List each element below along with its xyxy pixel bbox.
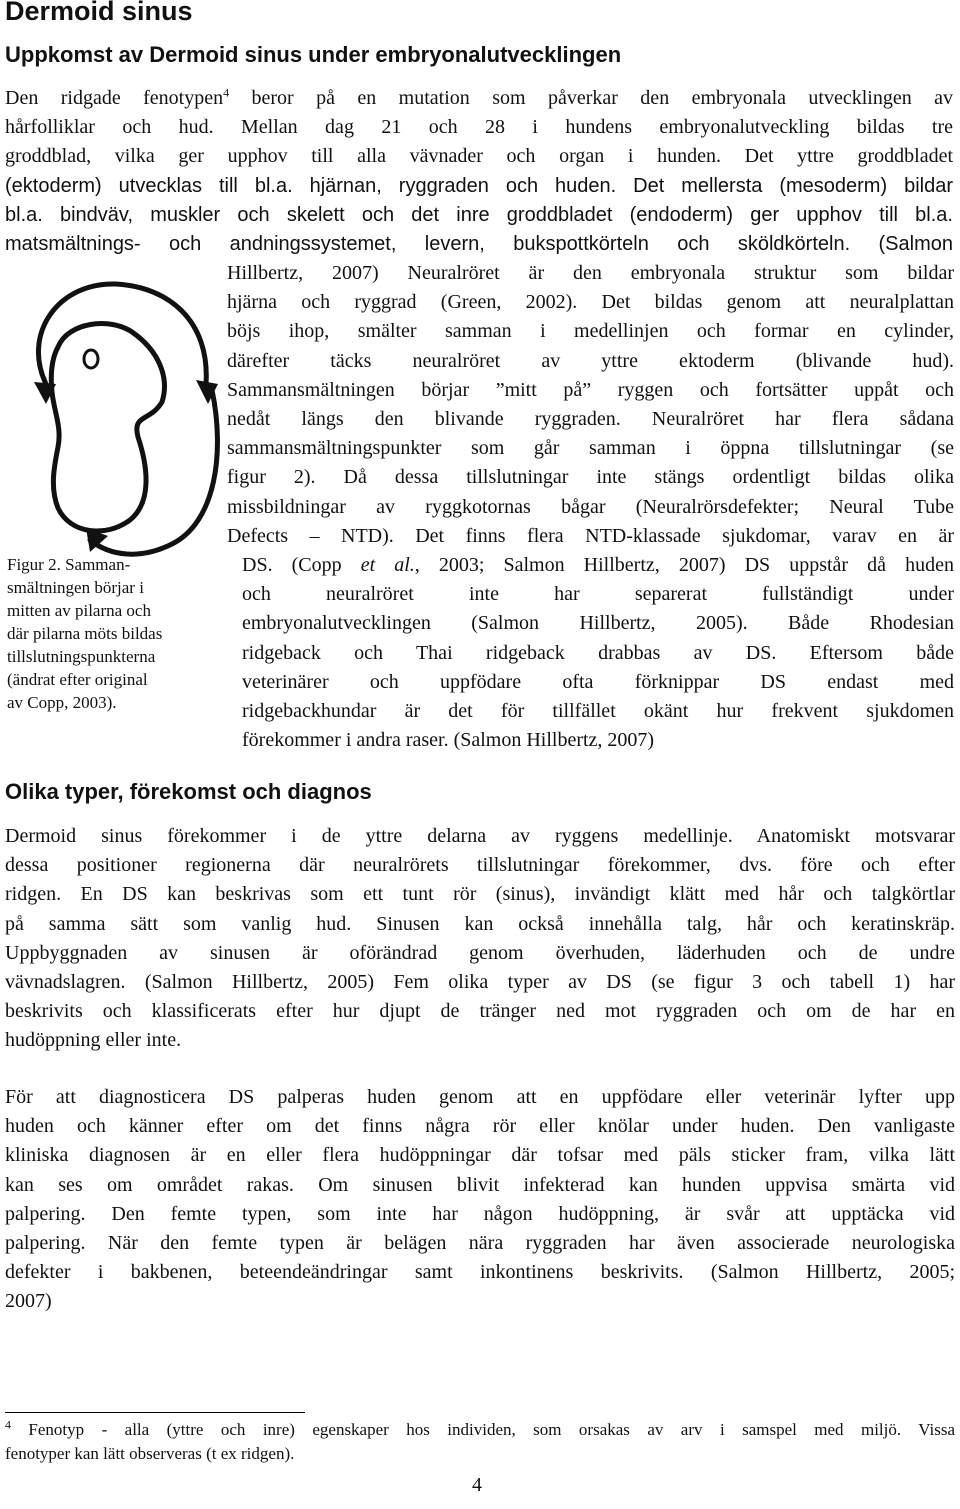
para-line: beskrivits och klassificerats efter hur djupt de tränger ned mot ryggraden och om de har en — [5, 1000, 955, 1023]
side-line: figur 2). Då dessa tillslutningar inte stängs ordentligt bildas olika — [227, 466, 954, 489]
side-line: böjs ihop, smälter samman i medellinjen och formar en cylinder, — [227, 320, 954, 343]
figure-caption — [7, 553, 222, 714]
side-text — [227, 259, 954, 551]
para-line-last: hudöppning eller inte. — [5, 1029, 182, 1052]
intro-line: matsmältnings- och andningssystemet, levern, bukspottkörteln och sköldkörteln. (Salmon — [5, 233, 953, 256]
caption-line: mitten av pilarna och — [7, 601, 151, 620]
side-line: ridgebackhundar är det för tillfället okänt hur frekvent sjukdomen — [242, 700, 954, 723]
footnote-line: fenotyper kan lätt observeras (t ex ridgen). — [5, 1444, 295, 1463]
footnote — [5, 1418, 955, 1466]
para-line: ridgen. En DS kan beskrivas som ett tunt rör (sinus), invändigt klätt med hår och talgkörtlar — [5, 883, 955, 906]
caption-line: av Copp, 2003). — [7, 693, 117, 712]
caption-line: där pilarna möts bildas — [7, 624, 163, 643]
side-line: och neuralröret inte har separerat fullständigt under — [242, 583, 954, 606]
para-line: För att diagnosticera DS palperas huden genom att en uppfödare eller veterinär lyfter upp — [5, 1086, 955, 1108]
para-line: huden och känner efter om det finns några rör eller knölar under huden. Den vanligaste — [5, 1115, 955, 1138]
para-line: palpering. Den femte typen, som inte har någon hudöppning, är svår att upptäcka vid — [5, 1202, 955, 1225]
section-heading-types: Olika typer, förekomst och diagnos — [5, 779, 372, 804]
para-line: vävnadslagren. (Salmon Hillbertz, 2005) Fem olika typer av DS (se figur 3 och tabell 1) har — [5, 971, 955, 994]
intro-line: (ektoderm) utvecklas till bl.a. hjärnan, ryggraden och huden. Det mellersta (mesoderm) bildar — [5, 174, 953, 197]
side-line: Hillbertz, 2007) Neuralröret är den embryonala struktur som bildar — [227, 262, 954, 284]
side-line: nedåt längs den blivande ryggraden. Neuralröret har flera sådana — [227, 408, 954, 431]
caption-line: (ändrat efter original — [7, 670, 148, 689]
types-paragraph — [5, 822, 955, 1056]
para-line: dessa positioner regionerna där neuralrörets tillslutningar förekommer, dvs. före och efter — [5, 854, 955, 877]
intro-line: hårfolliklar och hud. Mellan dag 21 och 28 i hundens embryonalutveckling bildas tre — [5, 116, 953, 139]
embryo-figure — [20, 262, 230, 562]
footnote-ref: 4 — [223, 85, 230, 100]
document-title: Dermoid sinus — [5, 0, 193, 26]
footnote-mark: 4 — [5, 1417, 11, 1432]
intro-line: groddblad, vilka ger upphov till alla vävnader och organ i hunden. Det yttre groddbladet — [5, 145, 953, 168]
para-line: defekter i bakbenen, beteendeändringar samt inkontinens beskrivits. (Salmon Hillbertz, 2005; — [5, 1261, 955, 1284]
side-line: embryonalutvecklingen (Salmon Hillbertz, 2005). Både Rhodesian — [242, 612, 954, 635]
caption-line: smältningen börjar i — [7, 578, 144, 597]
side-line-citation: DS. (Copp et al., 2003; Salmon Hillbertz, 2007) DS uppstår då huden — [242, 554, 954, 576]
page-number: 4 — [472, 1474, 482, 1496]
side-line: sammansmältningspunkter som går samman i öppna tillslutningar (se — [227, 437, 954, 460]
para-line: Uppbyggnaden av sinusen är oförändrad genom överhuden, läderhuden och de undre — [5, 941, 955, 964]
intro-line: bl.a. bindväv, muskler och skelett och det inre groddbladet (endoderm) ger upphov till bl.a. — [5, 203, 953, 226]
side-line: missbildningar av ryggkotornas bågar (Neuralrörsdefekter; Neural Tube — [227, 495, 954, 518]
intro-line: Den ridgade fenotypen$^4$ beror på en mutation som påverkar den embryonala utvecklingen av — [5, 85, 953, 109]
side-line: hjärna och ryggrad (Green, 2002). Det bildas genom att neuralplattan — [227, 291, 954, 314]
side-line: Sammansmältningen börjar ”mitt på” ryggen och fortsätter uppåt och — [227, 378, 954, 401]
para-line: kliniska diagnosen är en eller flera hudöppningar där tofsar med päls sticker fram, vilka lätt — [5, 1144, 955, 1167]
side-text-lower — [242, 551, 954, 755]
caption-line: tillslutningspunkterna — [7, 647, 156, 666]
intro-paragraph — [5, 84, 953, 259]
para-line: kan ses om området rakas. Om sinusen blivit infekterad kan hunden uppvisa smärta vid — [5, 1173, 955, 1196]
section-heading-origin: Uppkomst av Dermoid sinus under embryonalutvecklingen — [5, 42, 622, 67]
side-line-last: förekommer i andra raser. (Salmon Hillbertz, 2007) — [242, 729, 655, 752]
side-line: ridgeback och Thai ridgeback drabbas av DS. Eftersom både — [242, 641, 954, 664]
side-line: veterinärer och uppfödare ofta förknippar DS endast med — [242, 670, 954, 693]
footnote-rule — [5, 1412, 305, 1413]
para-line: på samma sätt som vanlig hud. Sinusen kan också innehålla talg, hår och keratinskräp. — [5, 912, 955, 935]
footnote-line: $^4$ Fenotyp - alla (yttre och inre) egenskaper hos individen, som orsakas av arv i samspel med miljö. Vissa — [5, 1417, 955, 1439]
para-line: Dermoid sinus förekommer i de yttre delarna av ryggens medellinje. Anatomiskt motsvarar — [5, 825, 955, 847]
para-line: palpering. När den femte typen är belägen nära ryggraden har även associerade neurologiska — [5, 1232, 955, 1255]
side-line: därefter täcks neuralröret av yttre ektoderm (blivande hud). — [227, 349, 954, 372]
side-line: Defects – NTD). Det finns flera NTD-klassade sjukdomar, varav en är — [227, 524, 954, 547]
caption-line: Figur 2. Samman- — [7, 555, 131, 574]
diagnosis-paragraph — [5, 1083, 955, 1317]
para-line-last: 2007) — [5, 1290, 52, 1313]
